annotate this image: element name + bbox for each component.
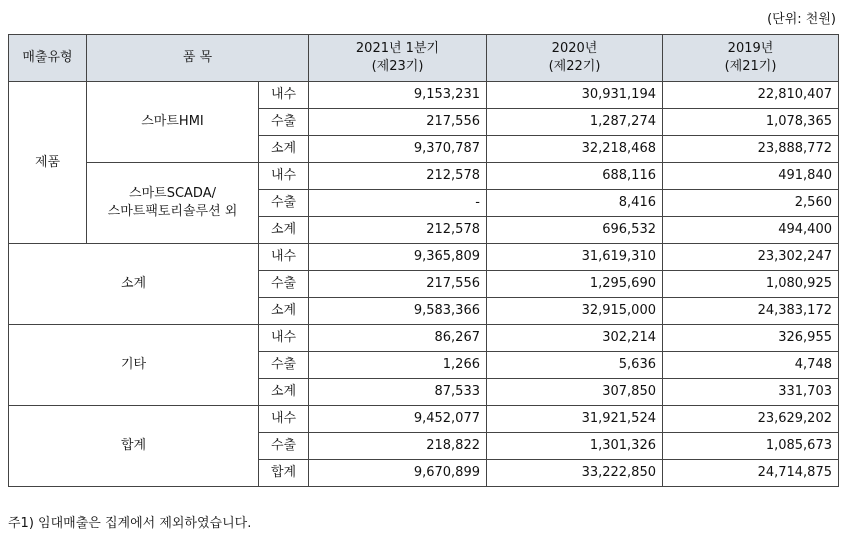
sales-table bbox=[8, 34, 839, 487]
value-cell: 1,085,673 bbox=[663, 433, 839, 460]
value-cell: 9,452,077 bbox=[309, 406, 487, 433]
value-cell: 30,931,194 bbox=[487, 82, 663, 109]
value-cell: 212,578 bbox=[309, 217, 487, 244]
period-term: (제23기) bbox=[371, 59, 424, 74]
header-period bbox=[487, 35, 663, 82]
footnote: 주1) 임대매출은 집계에서 제외하였습니다. bbox=[8, 516, 252, 531]
value-cell: 32,218,468 bbox=[487, 136, 663, 163]
value-cell: 9,370,787 bbox=[309, 136, 487, 163]
group-name: 합계 bbox=[9, 406, 259, 487]
row-label: 내수 bbox=[259, 163, 309, 190]
value-cell: 23,888,772 bbox=[663, 136, 839, 163]
value-cell: 31,921,524 bbox=[487, 406, 663, 433]
row-label: 수출 bbox=[259, 352, 309, 379]
value-cell: 302,214 bbox=[487, 325, 663, 352]
row-label: 수출 bbox=[259, 109, 309, 136]
value-cell: 4,748 bbox=[663, 352, 839, 379]
item-name-line: 스마트SCADA/ bbox=[129, 186, 216, 201]
item-name-line: 스마트HMI bbox=[141, 114, 204, 129]
row-label: 수출 bbox=[259, 433, 309, 460]
period-term: (제22기) bbox=[548, 59, 601, 74]
value-cell: 688,116 bbox=[487, 163, 663, 190]
value-cell: 31,619,310 bbox=[487, 244, 663, 271]
header-period bbox=[309, 35, 487, 82]
value-cell: 23,629,202 bbox=[663, 406, 839, 433]
category-product: 제품 bbox=[9, 82, 87, 244]
value-cell: 1,266 bbox=[309, 352, 487, 379]
value-cell: - bbox=[309, 190, 487, 217]
row-label: 소계 bbox=[259, 379, 309, 406]
item-name bbox=[87, 163, 259, 244]
value-cell: 9,153,231 bbox=[309, 82, 487, 109]
header-sales-type: 매출유형 bbox=[9, 35, 87, 82]
group-name: 기타 bbox=[9, 325, 259, 406]
table-row bbox=[9, 163, 839, 190]
value-cell: 1,078,365 bbox=[663, 109, 839, 136]
value-cell: 32,915,000 bbox=[487, 298, 663, 325]
value-cell: 9,583,366 bbox=[309, 298, 487, 325]
value-cell: 24,383,172 bbox=[663, 298, 839, 325]
value-cell: 23,302,247 bbox=[663, 244, 839, 271]
value-cell: 9,365,809 bbox=[309, 244, 487, 271]
value-cell: 9,670,899 bbox=[309, 460, 487, 487]
period-year: 2019년 bbox=[727, 41, 774, 56]
header-item: 품 목 bbox=[87, 35, 309, 82]
row-label: 합계 bbox=[259, 460, 309, 487]
period-year: 2021년 1분기 bbox=[355, 41, 440, 56]
value-cell: 326,955 bbox=[663, 325, 839, 352]
table-row bbox=[9, 244, 839, 271]
row-label: 내수 bbox=[259, 406, 309, 433]
value-cell: 87,533 bbox=[309, 379, 487, 406]
value-cell: 5,636 bbox=[487, 352, 663, 379]
value-cell: 24,714,875 bbox=[663, 460, 839, 487]
value-cell: 1,080,925 bbox=[663, 271, 839, 298]
value-cell: 307,850 bbox=[487, 379, 663, 406]
row-label: 소계 bbox=[259, 136, 309, 163]
table-row bbox=[9, 325, 839, 352]
value-cell: 8,416 bbox=[487, 190, 663, 217]
value-cell: 33,222,850 bbox=[487, 460, 663, 487]
unit-label: (단위: 천원) bbox=[767, 12, 836, 27]
value-cell: 1,295,690 bbox=[487, 271, 663, 298]
period-year: 2020년 bbox=[551, 41, 598, 56]
value-cell: 1,287,274 bbox=[487, 109, 663, 136]
value-cell: 86,267 bbox=[309, 325, 487, 352]
value-cell: 22,810,407 bbox=[663, 82, 839, 109]
value-cell: 1,301,326 bbox=[487, 433, 663, 460]
row-label: 소계 bbox=[259, 298, 309, 325]
value-cell: 217,556 bbox=[309, 109, 487, 136]
row-label: 내수 bbox=[259, 325, 309, 352]
header-row bbox=[9, 35, 839, 82]
row-label: 수출 bbox=[259, 271, 309, 298]
table-row bbox=[9, 82, 839, 109]
value-cell: 218,822 bbox=[309, 433, 487, 460]
group-name: 소계 bbox=[9, 244, 259, 325]
value-cell: 212,578 bbox=[309, 163, 487, 190]
value-cell: 491,840 bbox=[663, 163, 839, 190]
value-cell: 2,560 bbox=[663, 190, 839, 217]
item-name bbox=[87, 82, 259, 163]
row-label: 수출 bbox=[259, 190, 309, 217]
row-label: 내수 bbox=[259, 244, 309, 271]
row-label: 내수 bbox=[259, 82, 309, 109]
table-row bbox=[9, 406, 839, 433]
value-cell: 331,703 bbox=[663, 379, 839, 406]
header-period bbox=[663, 35, 839, 82]
item-name-line: 스마트팩토리솔루션 외 bbox=[107, 204, 238, 219]
row-label: 소계 bbox=[259, 217, 309, 244]
period-term: (제21기) bbox=[724, 59, 777, 74]
value-cell: 696,532 bbox=[487, 217, 663, 244]
value-cell: 217,556 bbox=[309, 271, 487, 298]
value-cell: 494,400 bbox=[663, 217, 839, 244]
